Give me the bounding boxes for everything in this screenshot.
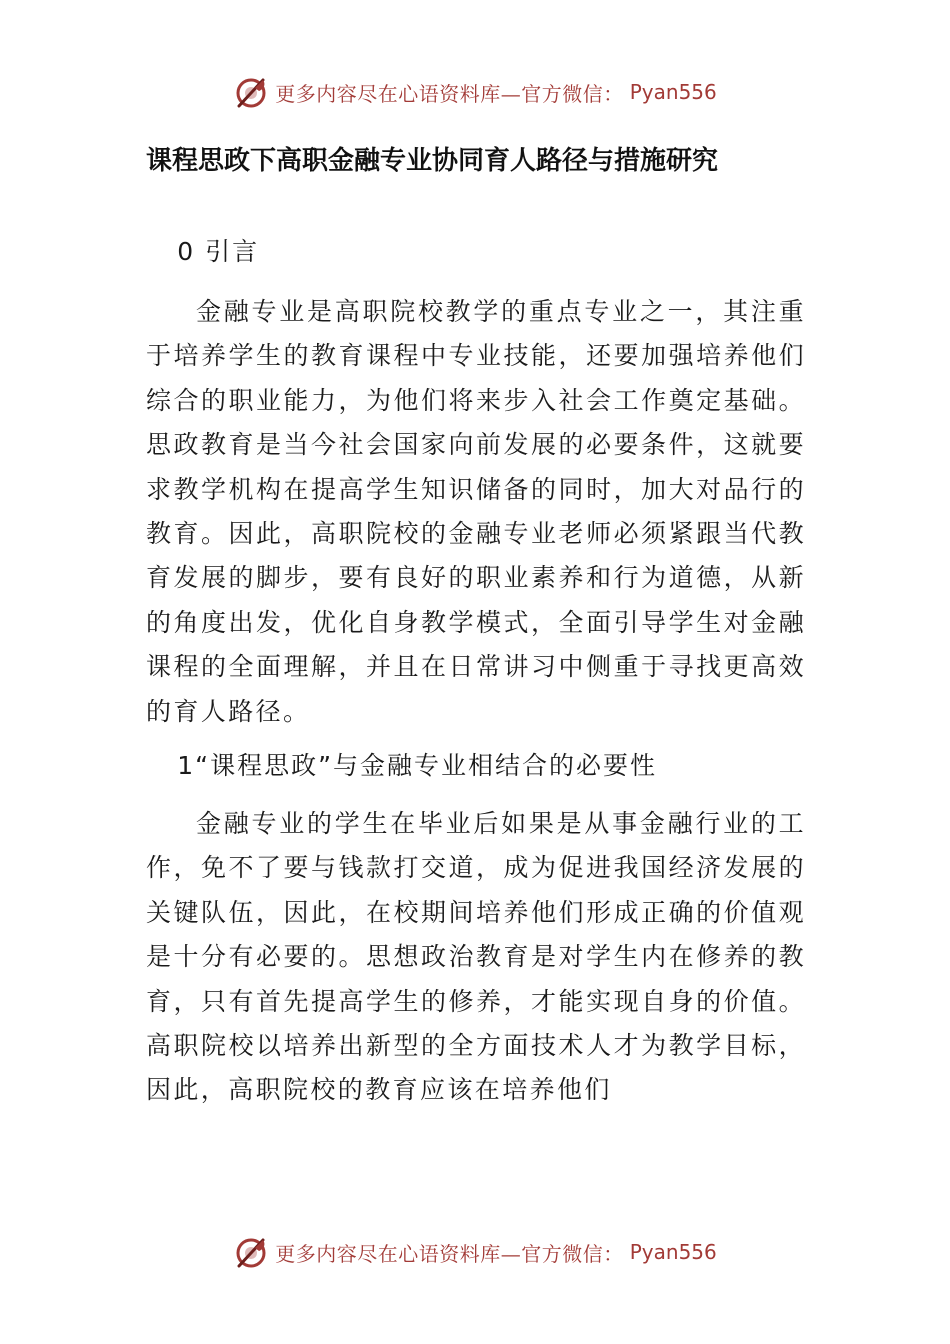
footer-banner [0, 1232, 950, 1272]
banner-text: 更多内容尽在心语资料库—官方微信： [275, 81, 624, 106]
banner-text: 更多内容尽在心语资料库—官方微信： [275, 1241, 624, 1266]
paragraph-2: 金融专业的学生在毕业后如果是从事金融行业的工作，免不了要与钱款打交道，成为促进我国经济发展的关键队伍，因此，在校期间培养他们形成正确的价值观是十分有必要的。思想政治教育是对学生内在修养的教育，只有首先提高学生的修养，才能实现自身的价值。高职院校以培养出新型的全方面技术人才为教学目标，因此，高职院校的教育应该在培养他们 [146, 809, 806, 1105]
quill-pen-logo-icon [233, 74, 269, 110]
quill-pen-logo-icon [233, 1234, 269, 1270]
section-1-heading: 1“课程思政”与金融专业相结合的必要性 [177, 751, 658, 780]
intro-heading: 0 引言 [177, 237, 260, 266]
document-title: 课程思政下高职金融专业协同育人路径与措施研究 [146, 146, 719, 176]
banner-wechat-id: Pyan556 [629, 80, 717, 104]
banner-wechat-id: Pyan556 [629, 1240, 717, 1264]
header-banner [0, 72, 950, 112]
paragraph-1: 金融专业是高职院校教学的重点专业之一，其注重于培养学生的教育课程中专业技能，还要加强培养他们综合的职业能力，为他们将来步入社会工作奠定基础。思政教育是当今社会国家向前发展的必要条件，这就要求教学机构在提高学生知识储备的同时，加大对品行的教育。因此，高职院校的金融专业老师必须紧跟当代教育发展的脚步，要有良好的职业素养和行为道德，从新的角度出发，优化自身教学模式，全面引导学生对金融课程的全面理解，并且在日常讲习中侧重于寻找更高效的育人路径。 [146, 297, 806, 726]
